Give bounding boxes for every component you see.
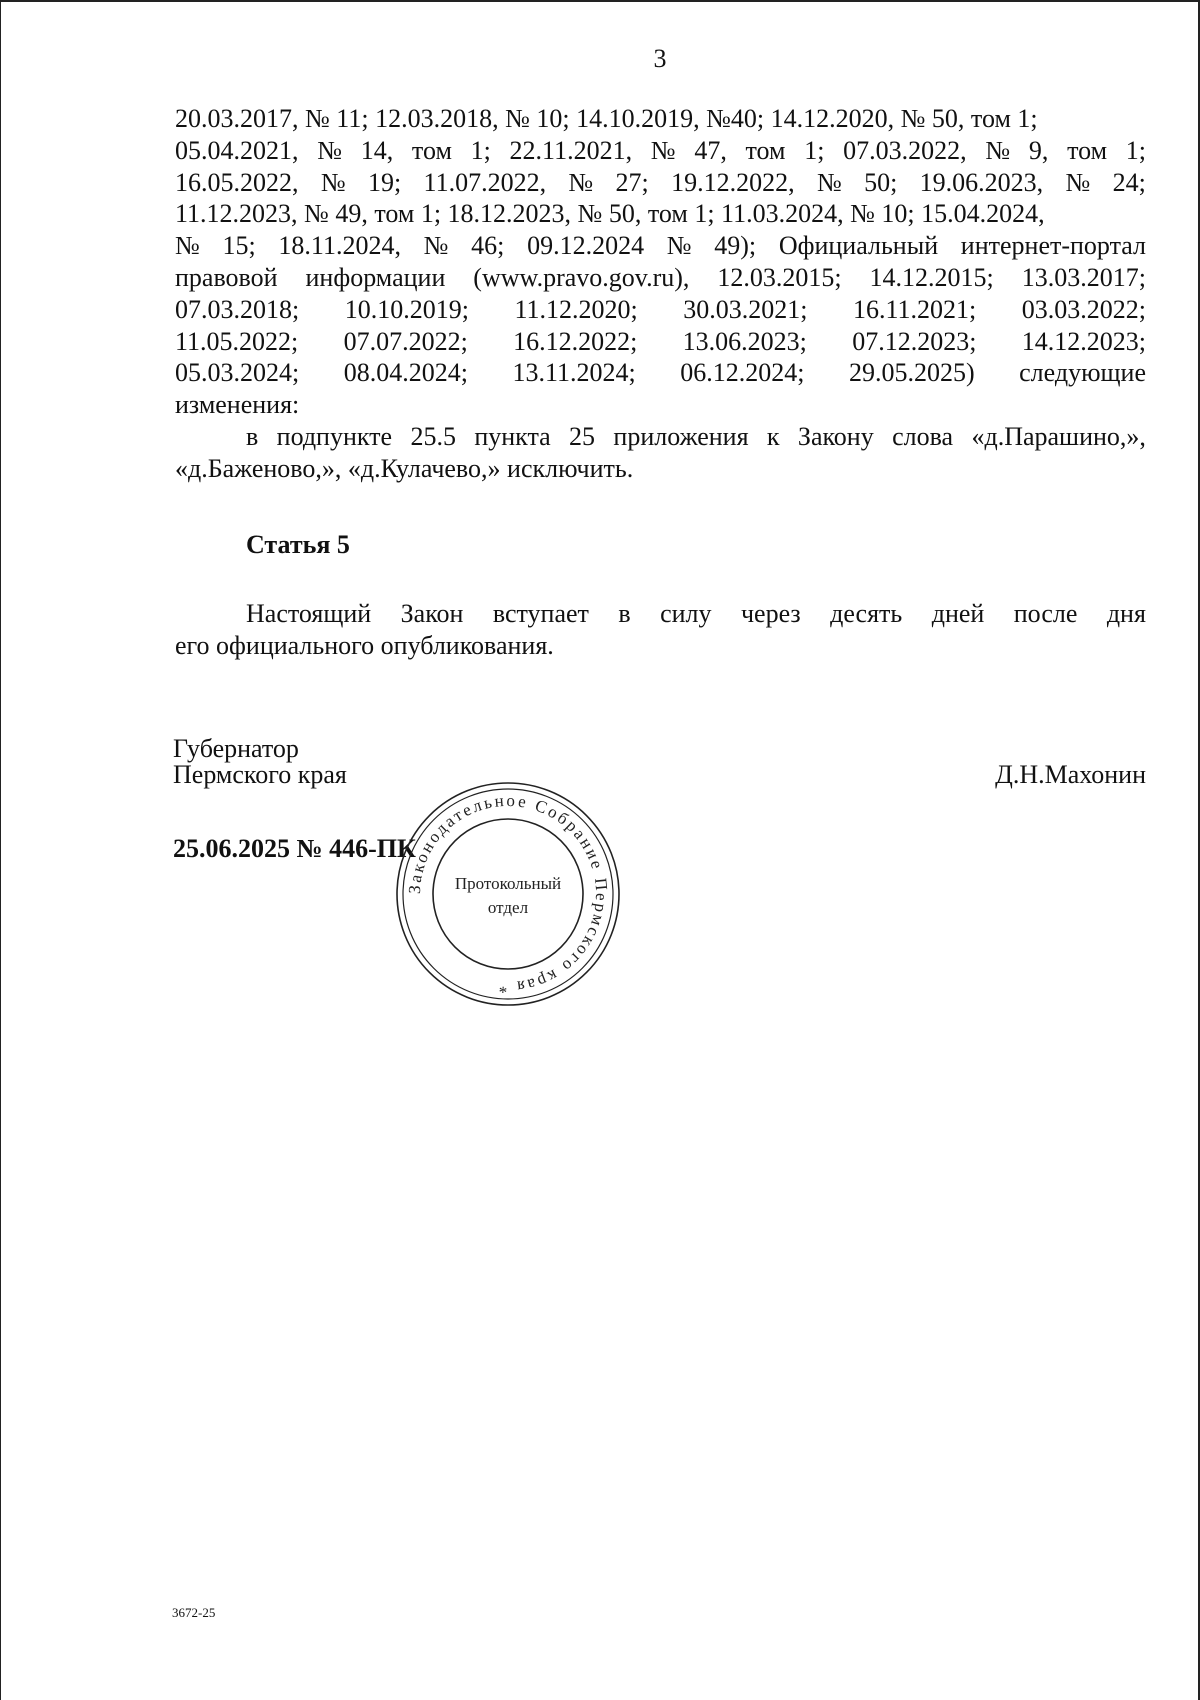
law-date-number: 25.06.2025 № 446-ПК — [173, 834, 416, 863]
signature-title-line-1: Губернатор — [173, 734, 299, 763]
body-word: 29.05.2025) — [848, 358, 975, 388]
body-word: том — [1067, 135, 1108, 165]
body-word: № — [816, 167, 842, 197]
body-word: 1; — [1125, 135, 1146, 165]
body-word: 12.03.2015; — [717, 262, 842, 292]
article-word: после — [1013, 599, 1078, 628]
amendment-word: пункта — [474, 421, 551, 451]
body-word: 14.12.2023; — [1021, 326, 1146, 356]
body-word: 20.03.2017, № 11; 12.03.2018, № 10; 14.10.2019, №40; 14.12.2020, № 50, том 1; — [175, 104, 1038, 133]
body-word: № — [423, 231, 449, 261]
amendment-line-1 — [175, 421, 1146, 453]
body-word: 07.03.2022, — [843, 135, 967, 165]
body-word: 1; — [804, 135, 825, 165]
body-line — [175, 135, 1146, 167]
article-line-1 — [175, 598, 1146, 630]
body-word: 16.05.2022, — [175, 167, 299, 197]
amendment-word: подпункте — [276, 421, 393, 451]
amendment-word: к — [766, 421, 780, 451]
body-word: 16.11.2021; — [852, 294, 977, 324]
body-word: 22.11.2021, — [509, 135, 633, 165]
body-text — [175, 103, 1146, 485]
body-word: правовой — [175, 262, 278, 292]
body-word: № — [1065, 167, 1091, 197]
amendment-word: 25 — [569, 421, 596, 451]
signer-name: Д.Н.Махонин — [995, 760, 1146, 789]
body-word: 19; — [367, 167, 402, 197]
article-word: десять — [830, 599, 903, 628]
body-line — [175, 357, 1146, 389]
body-word: 27; — [615, 167, 649, 197]
scan-border-left — [0, 0, 1, 1700]
body-line — [175, 167, 1146, 199]
signature-title — [173, 736, 347, 788]
body-lines — [175, 103, 1146, 389]
body-line — [175, 294, 1146, 326]
body-word: 14, — [360, 135, 394, 165]
body-word: 11.12.2023, № 49, том 1; 18.12.2023, № 50, том 1; 11.03.2024, № 10; 15.04.2024, — [175, 199, 1045, 229]
body-word: 9, — [1028, 135, 1049, 165]
body-word: интернет-портал — [960, 231, 1146, 261]
body-word: № — [985, 135, 1011, 165]
body-line — [175, 262, 1146, 294]
body-word: 08.04.2024; — [343, 358, 468, 388]
amendment-word: в — [246, 421, 259, 451]
body-word: 18.11.2024, — [278, 231, 401, 261]
article-word: вступает — [492, 599, 589, 628]
body-word: 06.12.2024; — [680, 358, 805, 388]
amendment-word: 25.5 — [410, 421, 456, 451]
page-number: 3 — [653, 44, 667, 73]
body-line — [175, 198, 1146, 230]
stamp-center-line-2: отдел — [487, 898, 529, 917]
body-word: 50; — [864, 167, 898, 197]
amendment-word: приложения — [613, 421, 749, 451]
body-word: № — [320, 167, 346, 197]
body-word: 07.12.2023; — [852, 326, 977, 356]
article-body — [175, 598, 1146, 662]
body-word: 13.06.2023; — [682, 326, 807, 356]
body-word: 47, — [694, 135, 727, 165]
body-word: № — [317, 135, 343, 165]
body-word: 07.03.2018; — [175, 294, 300, 324]
article-word: дней — [931, 599, 985, 628]
body-word: 49); — [714, 231, 757, 261]
body-word: 19.12.2022, — [671, 167, 795, 197]
body-word: 13.11.2024; — [512, 358, 636, 388]
signature-title-line-2: Пермского края — [173, 760, 347, 789]
body-word: 24; — [1112, 167, 1146, 197]
body-word: 13.03.2017; — [1021, 262, 1146, 292]
body-word: том — [745, 135, 786, 165]
article-word: Настоящий — [246, 599, 372, 628]
body-word: 03.03.2022; — [1021, 294, 1146, 324]
body-word: 16.12.2022; — [513, 326, 638, 356]
article-word: Закон — [400, 599, 464, 628]
body-word: 07.07.2022; — [343, 326, 468, 356]
body-word: 15; — [222, 231, 256, 261]
body-line — [175, 326, 1146, 358]
body-word: № — [175, 231, 200, 261]
stamp-center-line-1: Протокольный — [454, 874, 562, 893]
body-word: 11.05.2022; — [175, 326, 299, 356]
body-word: 19.06.2023, — [919, 167, 1044, 197]
body-word: 14.12.2015; — [869, 262, 994, 292]
body-word: 30.03.2021; — [683, 294, 808, 324]
article-heading: Статья 5 — [246, 530, 350, 559]
body-word: 11.07.2022, — [423, 167, 547, 197]
amendment-word: слова — [892, 421, 954, 451]
body-word: 10.10.2019; — [344, 294, 469, 324]
body-word: 1; — [470, 135, 491, 165]
body-word: Официальный — [778, 231, 939, 261]
body-word: 11.12.2020; — [514, 294, 638, 324]
amendment-word: «д.Парашино,», — [971, 421, 1146, 451]
stamp-ring-text: Законодательное Собрание Пермского края * — [404, 790, 612, 998]
body-word: том — [411, 135, 452, 165]
article-word: силу — [660, 599, 712, 628]
body-line — [175, 103, 1146, 135]
body-word: информации — [305, 262, 446, 292]
body-word: (www.pravo.gov.ru), — [473, 262, 690, 292]
official-stamp — [395, 781, 621, 1007]
document-code: 3672-25 — [172, 1605, 216, 1620]
body-word: № — [666, 231, 692, 261]
body-word: № — [650, 135, 676, 165]
amendment-line-2: «д.Баженово,», «д.Кулачево,» исключить. — [175, 453, 634, 483]
body-word: 05.04.2021, — [175, 135, 299, 165]
amendment-word: Закону — [797, 421, 874, 451]
body-word: 46; — [471, 231, 505, 261]
article-word: через — [740, 599, 801, 628]
scan-border-top — [0, 0, 1200, 2]
body-word: следующие — [1019, 358, 1146, 388]
body-word: 09.12.2024 — [527, 231, 645, 261]
body-word: № — [568, 167, 594, 197]
body-line — [175, 230, 1146, 262]
body-word: 05.03.2024; — [175, 358, 300, 388]
article-line-2: его официального опубликования. — [175, 631, 554, 660]
article-word: в — [618, 599, 631, 628]
body-last-line: изменения: — [175, 390, 300, 420]
article-word: дня — [1106, 599, 1146, 628]
